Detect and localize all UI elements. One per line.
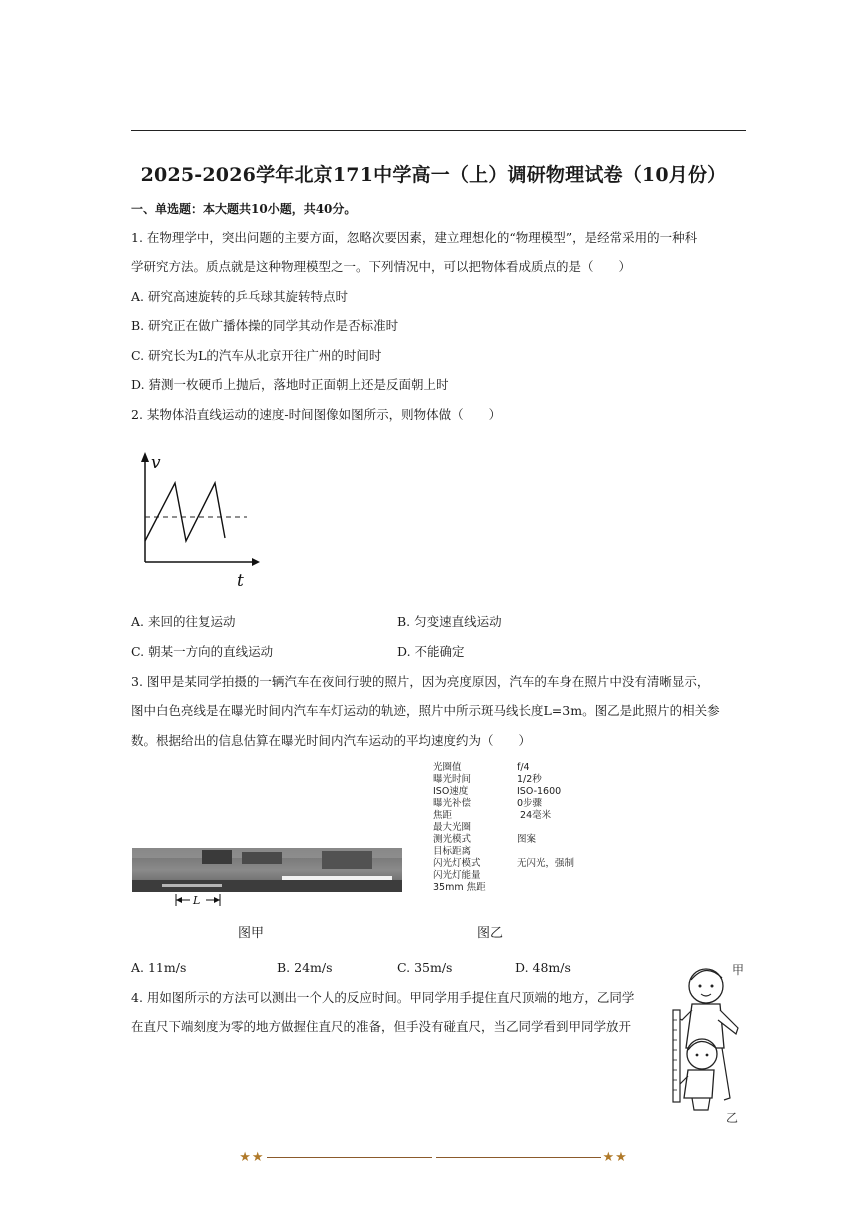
header-rule: [131, 130, 746, 131]
param-value: f/4: [517, 762, 530, 773]
graph-curve: [145, 483, 225, 541]
footer-stars-left: ★★: [239, 1150, 265, 1165]
q3-option-b: B. 24m/s: [277, 960, 333, 975]
param-row: [433, 762, 574, 774]
caption-figure-b: 图乙: [477, 926, 504, 941]
param-row: [433, 786, 574, 798]
label-yi: 乙: [726, 1111, 739, 1125]
footer-rule-right: [436, 1157, 601, 1158]
param-key: 光圈值: [433, 762, 462, 773]
param-key: 目标距离: [433, 846, 472, 857]
q3-stem-line1: 3. 图甲是某同学拍摄的一辆汽车在夜间行驶的照片，因为亮度原因，汽车的车身在照片中没有清晰显示，: [131, 674, 710, 689]
q2-option-a: A. 来回的往复运动: [131, 614, 236, 629]
param-key: 最大光圈: [433, 822, 472, 833]
student-b-head: [687, 1039, 717, 1069]
param-value: 24毫米: [517, 810, 552, 821]
footer-rule-left: [267, 1157, 432, 1158]
param-row: [433, 774, 574, 786]
section-heading: 一、单选题：本大题共10小题，共40分。: [131, 202, 357, 216]
param-value: 图案: [517, 834, 537, 845]
q1-option-c: C. 研究长为L的汽车从北京开往广州的时间时: [131, 348, 382, 363]
param-value: ISO-1600: [517, 786, 562, 797]
q3-stem-line2: 图中白色亮线是在曝光时间内汽车车灯运动的轨迹，照片中所示斑马线长度L=3m。图乙是此照片的相关参: [131, 703, 720, 718]
param-key: 测光模式: [433, 834, 472, 845]
ruler: [673, 1010, 680, 1102]
graph-v-label: v: [151, 453, 161, 473]
param-row: [433, 810, 574, 822]
q1-option-a: A. 研究高速旋转的乒乓球其旋转特点时: [131, 289, 348, 304]
night-car-photo: [132, 846, 402, 912]
q2-option-d: D. 不能确定: [397, 644, 465, 659]
param-row: [433, 870, 574, 882]
graph-v-arrow: [141, 452, 149, 462]
camera-params-table: [433, 762, 574, 894]
param-key: 焦距: [433, 810, 453, 821]
graph-t-arrow: [252, 558, 260, 566]
velocity-time-graph: [132, 448, 262, 590]
param-value: 0步骤: [517, 798, 543, 809]
param-row: [433, 834, 574, 846]
q1-option-d: D. 猜测一枚硬币上抛后，落地时正面朝上还是反面朝上时: [131, 377, 449, 392]
q3-option-c: C. 35m/s: [397, 960, 453, 975]
param-key: ISO速度: [433, 786, 469, 797]
param-row: [433, 822, 574, 834]
param-row: [433, 798, 574, 810]
param-row: [433, 846, 574, 858]
param-key: 曝光补偿: [433, 798, 472, 809]
q3-option-a: A. 11m/s: [131, 960, 187, 975]
q2-stem: 2. 某物体沿直线运动的速度-时间图像如图所示，则物体做（ ）: [131, 407, 502, 422]
page-title: 2025-2026学年北京171中学高一（上）调研物理试卷（10月份）: [140, 164, 727, 186]
param-key: 闪光灯能量: [433, 870, 481, 881]
q2-option-b: B. 匀变速直线运动: [397, 614, 502, 629]
student-b-body: [684, 1070, 714, 1098]
q1-option-b: B. 研究正在做广播体操的同学其动作是否标准时: [131, 318, 399, 333]
q4-stem-line1: 4. 用如图所示的方法可以测出一个人的反应时间。甲同学用手提住直尺顶端的地方，乙同学: [131, 990, 635, 1005]
q3-stem-line3: 数。根据给出的信息估算在曝光时间内汽车运动的平均速度约为（ ）: [131, 733, 532, 748]
q2-option-c: C. 朝某一方向的直线运动: [131, 644, 274, 659]
param-key: 35mm 焦距: [433, 882, 486, 893]
q4-stem-line2: 在直尺下端刻度为零的地方做握住直尺的准备，但手没有碰直尺，当乙同学看到甲同学放开: [131, 1019, 632, 1034]
param-key: 闪光灯模式: [433, 858, 481, 869]
q1-stem-line2: 学研究方法。质点就是这种物理模型之一。下列情况中，可以把物体看成质点的是（ ）: [131, 259, 632, 274]
param-row: [433, 882, 574, 894]
caption-figure-a: 图甲: [238, 926, 265, 941]
param-row: [433, 858, 574, 870]
q1-stem-line1: 1. 在物理学中，突出问题的主要方面，忽略次要因素，建立理想化的“物理模型”，是经常采用的一种科: [131, 230, 698, 245]
param-value: 无闪光，强制: [517, 858, 575, 869]
graph-t-label: t: [237, 571, 244, 590]
label-jia: 甲: [732, 963, 745, 977]
param-value: 1/2秒: [517, 774, 542, 785]
reaction-time-illustration: [664, 958, 754, 1128]
headlight-trail: [282, 876, 392, 880]
page-footer: [0, 1150, 867, 1165]
photo-length-label: L: [193, 894, 201, 907]
footer-stars-right: ★★: [602, 1150, 628, 1165]
q3-option-d: D. 48m/s: [515, 960, 571, 975]
param-key: 曝光时间: [433, 774, 472, 785]
